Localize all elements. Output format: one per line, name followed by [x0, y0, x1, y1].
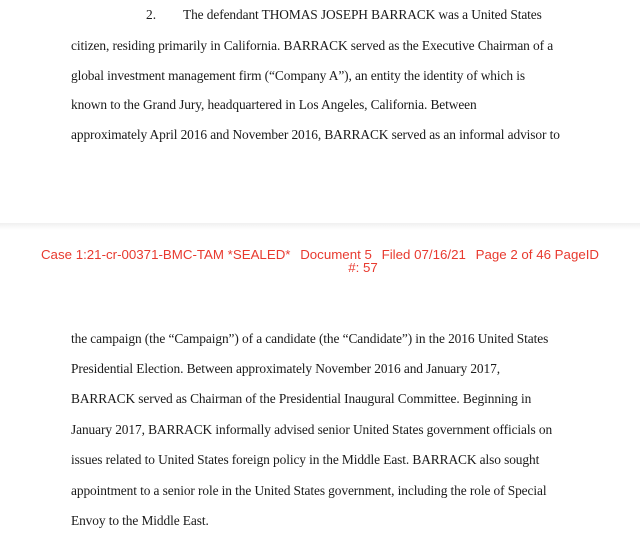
- text-line: the campaign (the “Campaign”) of a candidate (the “Candidate”) in the 2016 United States: [71, 331, 549, 346]
- paragraph-number: 2.: [146, 7, 157, 22]
- text-line: January 2017, BARRACK informally advised senior United States government officials on: [71, 422, 553, 437]
- text-line: Presidential Election. Between approximately November 2016 and January 2017,: [71, 361, 500, 376]
- page-separator: [0, 223, 640, 230]
- case-number: Case 1:21-cr-00371-BMC-TAM *SEALED*: [40, 247, 291, 262]
- page-info: Page 2 of 46 PageID: [475, 247, 600, 262]
- page-id: #: 57: [348, 260, 378, 275]
- text-line: Envoy to the Middle East.: [71, 513, 209, 528]
- page-1-fragment: [0, 0, 640, 223]
- text-line: approximately April 2016 and November 2016, BARRACK served as an informal advisor to: [71, 127, 560, 142]
- document-number: Document 5: [300, 247, 372, 262]
- filed-date: Filed 07/16/21: [381, 247, 466, 262]
- text-line: appointment to a senior role in the United States government, including the role of Special: [71, 483, 547, 498]
- text-line: The defendant THOMAS JOSEPH BARRACK was a United States: [183, 7, 542, 22]
- text-line: known to the Grand Jury, headquartered in Los Angeles, California. Between: [71, 97, 477, 112]
- text-line: BARRACK served as Chairman of the Presidential Inaugural Committee. Beginning in: [71, 391, 532, 406]
- page-2-fragment: [0, 230, 640, 544]
- text-line: issues related to United States foreign policy in the Middle East. BARRACK also sought: [71, 452, 540, 467]
- text-line: citizen, residing primarily in California. BARRACK served as the Executive Chairman of a: [71, 38, 554, 53]
- text-line: global investment management firm (“Company A”), an entity the identity of which is: [71, 68, 525, 83]
